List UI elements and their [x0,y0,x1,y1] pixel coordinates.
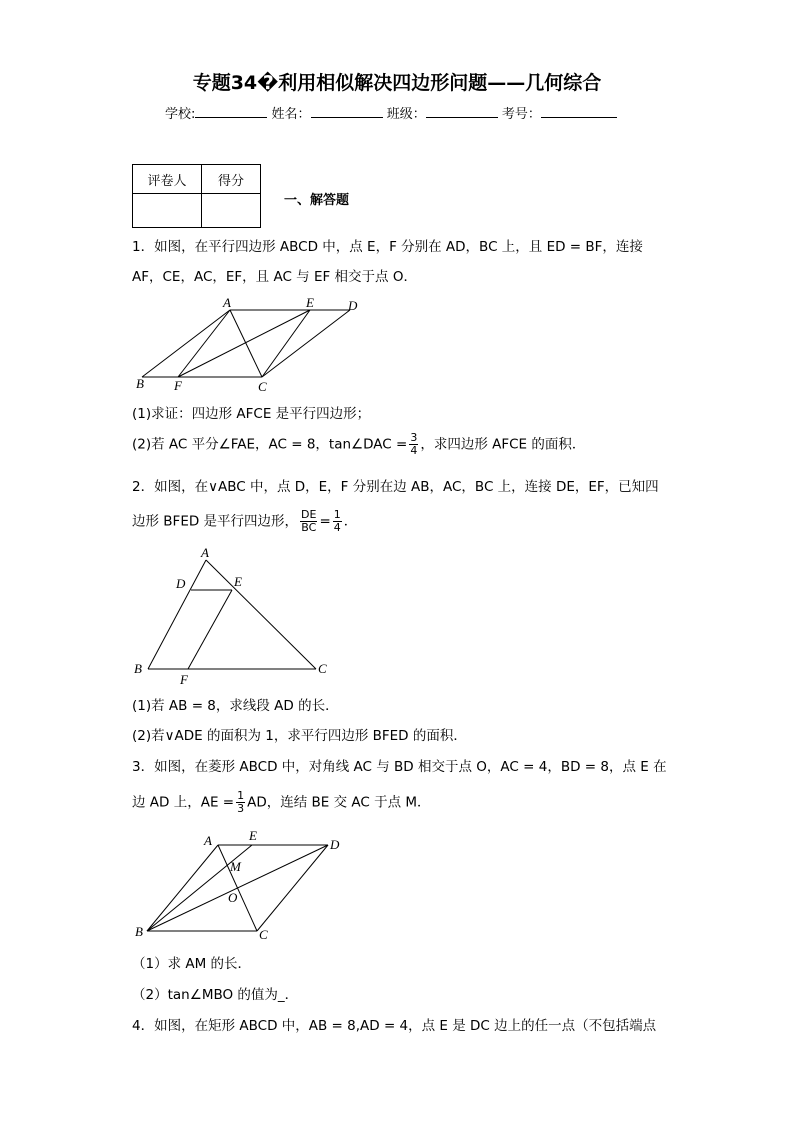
q3-label-a: A [204,833,212,848]
q3-fraction-one-third [236,790,245,815]
q3-label-b: B [135,924,143,939]
name-blank [311,105,383,118]
q3-line1: 3．如图，在菱形 ABCD 中，对角线 AC 与 BD 相交于点 O，AC = 4，BD = 8，点 E 在 [132,759,667,775]
q2-line1: 2．如图，在∨ABC 中，点 D，E，F 分别在边 AB，AC，BC 上，连接 DE，EF，已知四 [132,479,659,495]
school-blank [195,105,267,118]
q2-sub2: (2)若∨ADE 的面积为 1，求平行四边形 BFED 的面积． [132,728,467,744]
q2-label-b: B [134,661,142,676]
student-info-line [165,103,617,122]
q2-equals: = [319,513,331,530]
q1-sub2 [132,432,585,457]
q3-line2-pre: 边 AD 上，AE = [132,794,235,811]
q3-label-o: O [228,890,238,905]
q2-label-e: E [234,574,242,589]
q1-sub1: (1)求证：四边形 AFCE 是平行四边形； [132,406,371,422]
q2-line2 [132,509,357,534]
q1-line1: 1．如图，在平行四边形 ABCD 中，点 E，F 分别在 AD，BC 上，且 ED = BF，连接 [132,239,643,255]
q2-line2-pre: 边形 BFED 是平行四边形， [132,513,299,530]
section-heading: 一、解答题 [284,193,350,208]
q2-frac1-num: DE [301,508,317,521]
q2-line2-post: ． [343,513,358,530]
q2-figure [130,543,340,688]
q1-line2: AF，CE，AC，EF，且 AC 与 EF 相交于点 O． [132,269,417,285]
q4-line1: 4．如图，在矩形 ABCD 中，AB = 8,AD = 4，点 E 是 DC 边上的任一点（不包括端点 [132,1018,657,1034]
q1-label-b: B [136,376,144,391]
q3-label-d: D [330,837,340,852]
page-title: 专题34�利用相似解决四边形问题——几何综合 [192,72,602,94]
q2-fraction-de-bc [300,509,317,534]
q2-sub1: (1)若 AB = 8，求线段 AD 的长． [132,698,339,714]
q2-frac2-den: 4 [333,521,341,534]
q1-sub2-pre: (2)若 AC 平分∠FAE，AC = 8，tan∠DAC = [132,436,408,453]
q2-label-a: A [201,545,209,560]
q2-fraction-one-quarter [333,509,342,534]
q3-frac-den: 3 [237,802,245,815]
exam-number-label: 考号： [501,107,541,122]
q2-label-f: F [180,672,188,687]
score-table [132,164,261,228]
q1-label-e: E [306,295,314,310]
q1-label-d: D [348,298,358,313]
q3-label-m: M [230,859,241,874]
school-label: 学校: [165,107,196,122]
name-label: 姓名： [271,107,311,122]
q3-sub1: （1）求 AM 的长． [132,956,252,972]
q1-sub2-fraction [409,432,418,457]
q1-label-c: C [258,379,267,394]
reviewer-header: 评卷人 [133,165,202,194]
exam-number-blank [541,105,617,118]
q2-frac1-den: BC [301,521,317,534]
q1-figure [130,295,370,395]
q1-frac-den: 4 [410,444,418,457]
class-blank [426,105,498,118]
q2-label-d: D [176,576,186,591]
q3-figure [130,826,355,946]
q1-frac-num: 3 [410,431,418,444]
q3-label-e: E [249,828,257,843]
q3-line2-post: AD，连结 BE 交 AC 于点 M． [247,794,431,811]
score-header: 得分 [202,165,261,194]
score-cell [202,194,261,228]
reviewer-cell [133,194,202,228]
q3-frac-num: 1 [237,789,245,802]
q1-sub2-post: ，求四边形 AFCE 的面积． [420,436,586,453]
q3-line2 [132,790,431,815]
q2-frac2-num: 1 [333,508,341,521]
q3-label-c: C [259,927,268,942]
class-label: 班级： [386,107,426,122]
q3-sub2: （2）tan∠MBO 的值为_． [132,987,299,1003]
q1-label-f: F [174,378,182,393]
q1-label-a: A [223,295,231,310]
q2-label-c: C [318,661,327,676]
